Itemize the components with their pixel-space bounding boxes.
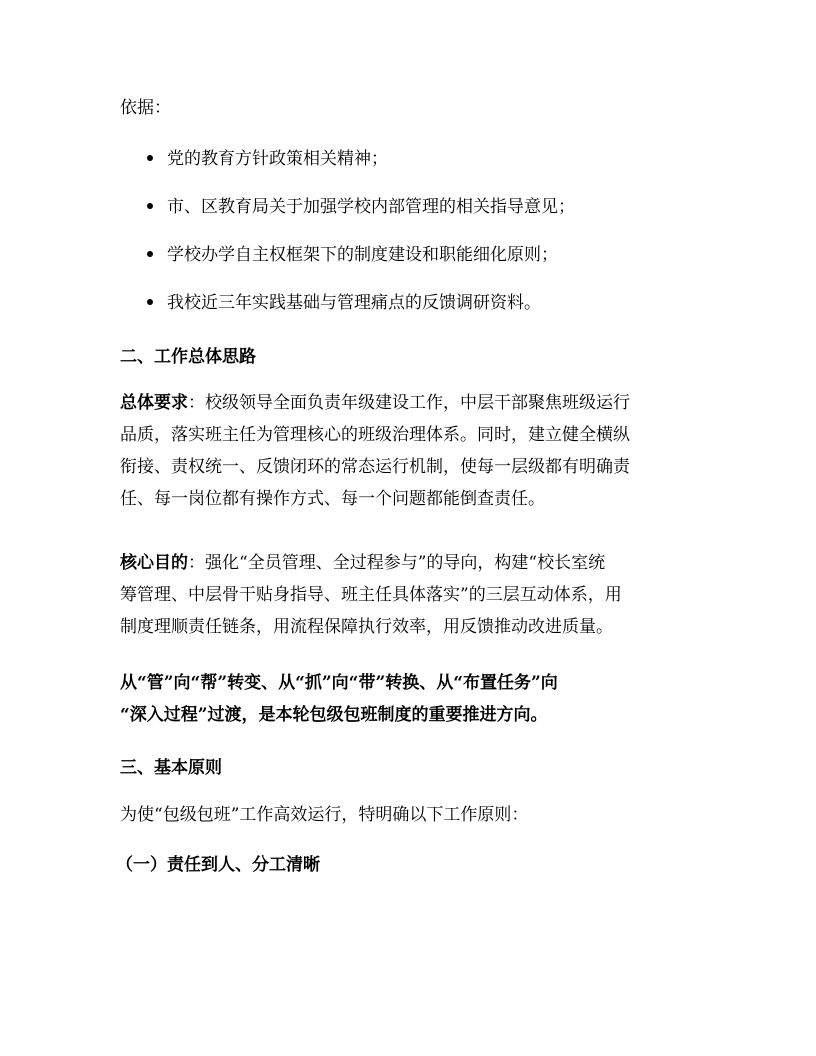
basis-item-text: 我校近三年实践基础与管理痛点的反馈调研资料。 xyxy=(167,293,541,313)
basis-label: 依据： xyxy=(120,98,171,118)
paragraph-line: 品质，落实班主任为管理核心的班级治理体系。同时，建立健全横纵 xyxy=(120,425,630,445)
paragraph-line: 衔接、责权统一、反馈闭环的常态运行机制，使每一层级都有明确责 xyxy=(120,457,630,477)
basis-item-text: 学校办学自主权框架下的制度建设和职能细化原则； xyxy=(167,245,558,265)
basis-list-item xyxy=(147,193,575,221)
bullet-icon xyxy=(147,203,153,209)
subsection-heading-1: （一）责任到人、分工清晰 xyxy=(116,855,320,875)
paragraph-line: ：强化“全员管理、全过程参与”的导向，构建“校长室统 xyxy=(188,553,606,573)
overall-requirement-label: 总体要求 xyxy=(120,393,188,413)
paragraph-line: 制度理顺责任链条，用流程保障执行效率，用反馈推动改进质量。 xyxy=(120,617,613,637)
bullet-icon xyxy=(147,299,153,305)
section3-intro: 为使“包级包班”工作高效运行，特明确以下工作原则： xyxy=(120,805,529,825)
overall-requirement-paragraph xyxy=(120,387,700,515)
basis-list-item xyxy=(147,289,541,317)
section-heading-3: 三、基本原则 xyxy=(120,758,222,778)
bullet-icon xyxy=(147,155,153,161)
basis-item-text: 党的教育方针政策相关精神； xyxy=(167,149,388,169)
core-purpose-paragraph xyxy=(120,547,700,643)
basis-list-item xyxy=(147,241,558,269)
paragraph-line: 任、每一岗位都有操作方式、每一个问题都能倒查责任。 xyxy=(120,489,545,509)
bullet-icon xyxy=(147,251,153,257)
basis-item-text: 市、区教育局关于加强学校内部管理的相关指导意见； xyxy=(167,197,575,217)
paragraph-line: 筹管理、中层骨干贴身指导、班主任具体落实”的三层互动体系，用 xyxy=(120,585,622,605)
paragraph-line: 从“管”向“帮”转变、从“抓”向“带”转换、从“布置任务”向 xyxy=(120,673,558,693)
basis-list-item xyxy=(147,145,388,173)
paragraph-line: ：校级领导全面负责年级建设工作，中层干部聚焦班级运行 xyxy=(188,393,630,413)
emphasis-paragraph xyxy=(120,667,700,731)
paragraph-line: “深入过程”过渡，是本轮包级包班制度的重要推进方向。 xyxy=(120,705,548,725)
section-heading-2: 二、工作总体思路 xyxy=(120,347,256,367)
core-purpose-label: 核心目的 xyxy=(120,553,188,573)
